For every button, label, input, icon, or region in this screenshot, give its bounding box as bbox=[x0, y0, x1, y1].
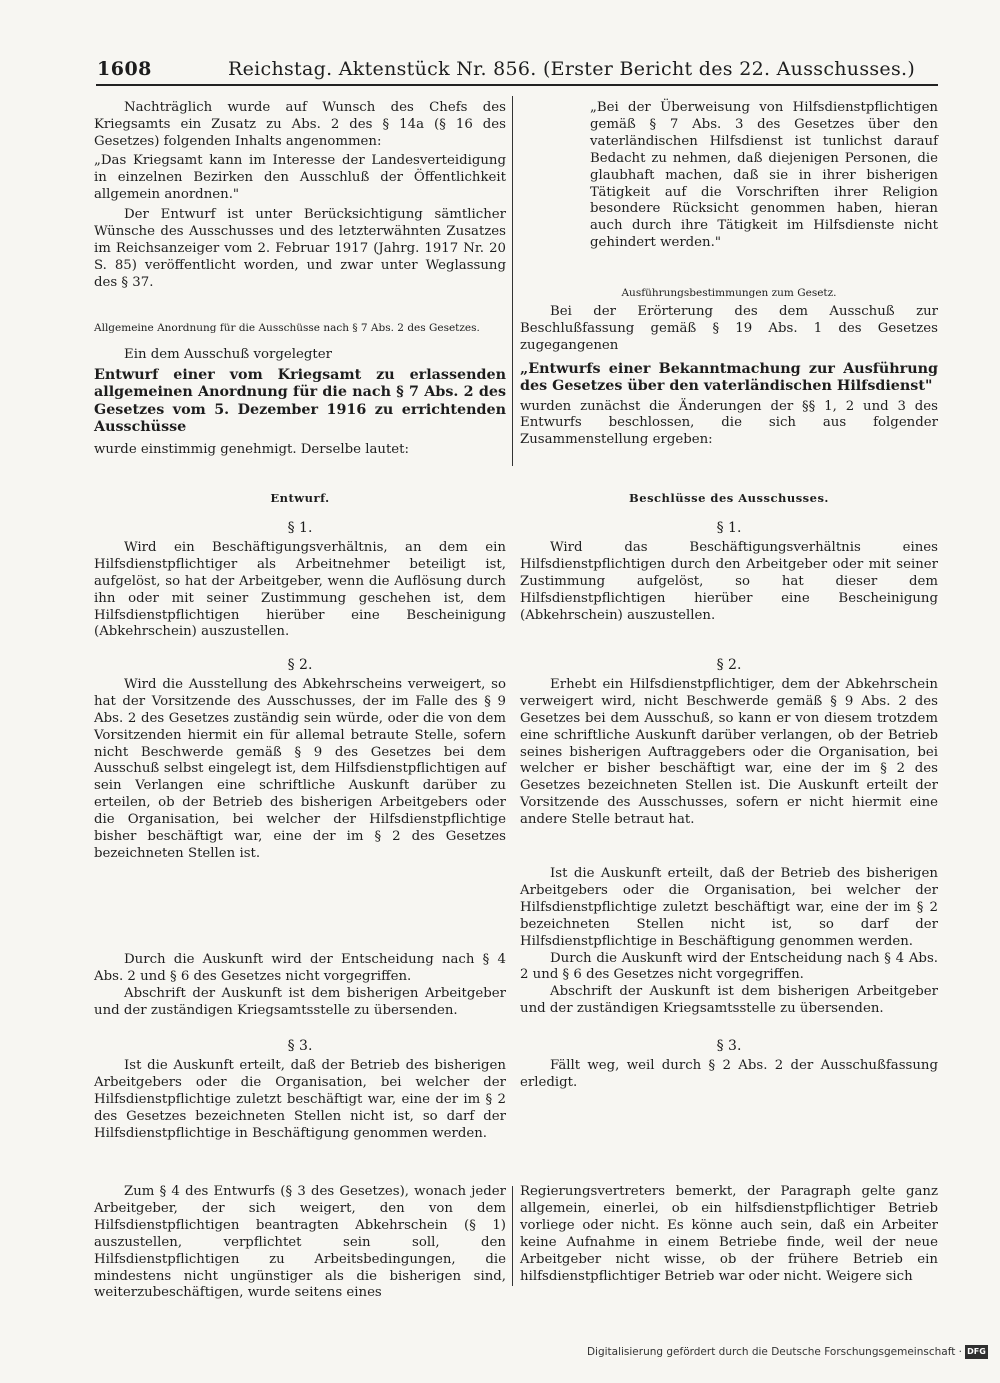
section-2-paragraph-2: Durch die Auskunft wird der Entscheidung nach § 4 Abs. 2 und § 6 des Gesetzes nicht vorgegriffen. bbox=[94, 952, 506, 984]
section-3-heading: § 3. bbox=[716, 1038, 742, 1054]
section-3-heading: § 3. bbox=[287, 1038, 313, 1054]
religion-quote: „Bei der Überweisung von Hilfsdienstpflichtigen gemäß § 7 Abs. 3 des Gesetzes über den vaterländischen Hilfsdienst ist tunlichst darauf Bedacht zu nehmen, daß diejenigen Personen, die glaubhaft machen, daß sie in ihrer bisherigen Tätigkeit auf die Vorschriften ihrer Religion besondere Rücksicht genommen haben, hieran auch durch ihre Tätigkeit im Hilfsdienste nicht gehindert werden." bbox=[590, 100, 938, 251]
left-section-1 bbox=[94, 520, 506, 641]
right-bekanntmachung-block bbox=[520, 304, 938, 449]
bottom-text: Regierungsvertreters bemerkt, der Paragraph gelte ganz allgemein, einerlei, ob ein hilfsdienstpflichtiger Betrieb vorliege oder nicht. Es könne auch sein, daß ein Arbeiter keine Aufnahme in einem Betriebe finde, weil der neue Arbeitgeber nicht wisse, ob der frühere Betrieb ein hilfsdienstpflichtiger Betrieb war oder nicht. Weigere sich bbox=[520, 1184, 938, 1284]
section-1-text: Wird das Beschäftigungsverhältnis eines Hilfsdienstpflichtigen durch den Arbeitgeber oder mit seiner Zustimmung aufgelöst, so hat dieser dem Hilfsdienstpflichtigen hierüber eine Bescheinigung (Abkehrschein) auszustellen. bbox=[520, 539, 938, 623]
section-3-text: Ist die Auskunft erteilt, daß der Betrieb des bisherigen Arbeitgebers oder die Organisation, bei welcher der Hilfsdienstpflichtige zuletzt beschäftigt war, eine der im § 2 des Gesetzes bezeichneten Stellen nicht ist, so darf der Hilfsdienstpflichtige in Beschäftigung genommen werden. bbox=[94, 1057, 506, 1141]
section-2-heading: § 2. bbox=[716, 657, 742, 673]
section-2-heading: § 2. bbox=[287, 657, 313, 673]
section-1-heading: § 1. bbox=[287, 520, 313, 536]
beschluesse-column-heading: Beschlüsse des Ausschusses. bbox=[629, 491, 829, 505]
section-1-heading: § 1. bbox=[716, 520, 742, 536]
intro-quote: „Das Kriegsamt kann im Interesse der Landesverteidigung in einzelnen Bezirken den Ausschluß der Öffentlichkeit allgemein anordnen." bbox=[94, 152, 506, 202]
left-section-2 bbox=[94, 657, 506, 863]
section-2-paragraph-3: Abschrift der Auskunft ist dem bisherigen Arbeitgeber und der zuständigen Kriegsamtsstelle zu übersenden. bbox=[94, 985, 506, 1018]
digitization-credit: Digitalisierung gefördert durch die Deutsche Forschungsgemeinschaft · bbox=[586, 1346, 962, 1358]
right-section-2-continued bbox=[520, 866, 938, 1018]
section-3-text: Fällt weg, weil durch § 2 Abs. 2 der Ausschußfassung erledigt. bbox=[520, 1057, 938, 1090]
running-header: Reichstag. Aktenstück Nr. 856. (Erster Bericht des 22. Ausschusses.) bbox=[228, 58, 916, 80]
column-divider-bottom bbox=[512, 1186, 513, 1286]
column-divider-top bbox=[512, 96, 513, 466]
section-2-paragraph-3: Durch die Auskunft wird der Entscheidung nach § 4 Abs. 2 und § 6 des Gesetzes nicht vorgegriffen. bbox=[520, 950, 938, 983]
right-section-1 bbox=[520, 520, 938, 624]
section-2-text: Wird die Ausstellung des Abkehrscheins verweigert, so hat der Vorsitzende des Ausschusses, der im Falle des § 9 Abs. 2 des Gesetzes zuständig sein würde, oder die von dem Vorsitzenden hiermit ein für allemal betraute Stelle, sofern nicht Beschwerde gemäß § 9 des Gesetzes bei dem Ausschuß selbst eingelegt ist, dem Hilfsdienstpflichtigen auf sein Verlangen eine schriftliche Auskunft darüber zu erteilen, ob der Betrieb des bisherigen Arbeitgebers oder die Organisation, bei welcher der Hilfsdienstpflichtige bisher beschäftigt war, eine der im § 2 des Gesetzes bezeichneten Stellen ist. bbox=[94, 676, 506, 861]
right-section-3 bbox=[520, 1038, 938, 1092]
header-rule bbox=[96, 84, 938, 86]
intro-paragraph: Nachträglich wurde auf Wunsch des Chefs des Kriegsamts ein Zusatz zu Abs. 2 des § 14a (§ 16 des Gesetzes) folgenden Inhalts angenommen: bbox=[94, 100, 506, 149]
entwurf-paragraph: Der Entwurf ist unter Berücksichtigung sämtlicher Wünsche des Ausschusses und des letzterwähnten Zusatzes im Reichsanzeiger vom 2. Februar 1917 (Jahrg. 1917 Nr. 20 S. 85) veröffentlicht worden, und zwar unter Weglassung des § 37. bbox=[94, 207, 506, 291]
section-1-text: Wird ein Beschäftigungsverhältnis, an dem ein Hilfsdienstpflichtiger als Arbeitnehmer beteiligt ist, aufgelöst, so hat der Arbeitgeber, wenn die Auflösung durch ihn oder mit seiner Zustimmung geschehen ist, dem Hilfsdienstpflichtigen hierüber eine Bescheinigung (Abkehrschein) auszustellen. bbox=[94, 539, 506, 640]
bekanntmachung-title: „Entwurfs einer Bekanntmachung zur Ausführung des Gesetzes über den vaterländischen Hilfsdienst" bbox=[520, 360, 938, 395]
aenderungen-paragraph: wurden zunächst die Änderungen der §§ 1, 2 und 3 des Entwurfs beschlossen, die sich aus folgender Zusammenstellung ergeben: bbox=[520, 398, 938, 448]
bottom-text: Zum § 4 des Entwurfs (§ 3 des Gesetzes), wonach jeder Arbeitgeber, der sich weigert, den von dem Hilfsdienstpflichtigen beantragten Abkehrschein (§ 1) auszustellen, verpflichtet sein soll, den Hilfsdienstpflichtigen zu Arbeitsbedingungen, die mindestens nicht ungünstiger als die bisherigen sind, weiterzubeschäftigen, wurde seitens eines bbox=[94, 1184, 506, 1301]
page-number: 1608 bbox=[97, 58, 152, 80]
section-2-paragraph-4: Abschrift der Auskunft ist dem bisherigen Arbeitgeber und der zuständigen Kriegsamtsstelle zu übersenden. bbox=[520, 984, 938, 1017]
entwurf-column-heading: Entwurf. bbox=[270, 491, 330, 505]
dfg-logo: DFG bbox=[965, 1345, 988, 1359]
section-2-paragraph-2: Ist die Auskunft erteilt, daß der Betrieb des bisherigen Arbeitgebers oder die Organisation, bei welcher der Hilfsdienstpflichtige zuletzt beschäftigt war, eine der im § 2 bezeichneten Stellen nicht ist, so darf der Hilfsdienstpflichtige in Beschäftigung genommen werden. bbox=[520, 866, 938, 949]
left-intro bbox=[94, 100, 506, 292]
genehmigt-line: wurde einstimmig genehmigt. Derselbe lautet: bbox=[94, 441, 409, 457]
entwurf-title: Entwurf einer vom Kriegsamt zu erlassenden allgemeinen Anordnung für die nach § 7 Abs. 2 des Gesetzes vom 5. Dezember 1916 zu errichtenden Ausschüsse bbox=[94, 366, 506, 436]
right-bottom-paragraph bbox=[520, 1184, 938, 1285]
eroerterung-paragraph: Bei der Erörterung des dem Ausschuß zur Beschlußfassung gemäß § 19 Abs. 1 des Gesetzes zugegangenen bbox=[520, 304, 938, 353]
left-section-2-continued bbox=[94, 952, 506, 1020]
left-section-3 bbox=[94, 1038, 506, 1142]
vorgelegt-line: Ein dem Ausschuß vorgelegter bbox=[124, 347, 332, 362]
left-anordnung-block bbox=[94, 347, 506, 458]
ausfuehrung-heading: Ausführungsbestimmungen zum Gesetz. bbox=[621, 287, 837, 299]
section-2-text: Erhebt ein Hilfsdienstpflichtiger, dem der Abkehrschein verweigert wird, nicht Beschwerde gemäß § 9 Abs. 2 des Gesetzes bei dem Ausschuß, so kann er von diesem trotzdem eine schriftliche Auskunft darüber verlangen, ob der Betrieb seines bisherigen Auftraggebers oder die Organisation, bei welcher er bisher beschäftigt war, eine der im § 2 des Gesetzes bezeichneten Stellen ist. Die Auskunft erteilt der Vorsitzende des Ausschusses, sofern er nicht hiermit eine andere Stelle betraut hat. bbox=[520, 676, 938, 828]
right-section-2 bbox=[520, 657, 938, 829]
right-intro bbox=[520, 100, 938, 252]
allgemeine-anordnung-heading: Allgemeine Anordnung für die Ausschüsse nach § 7 Abs. 2 des Gesetzes. bbox=[94, 322, 480, 334]
left-bottom-paragraph bbox=[94, 1184, 506, 1302]
